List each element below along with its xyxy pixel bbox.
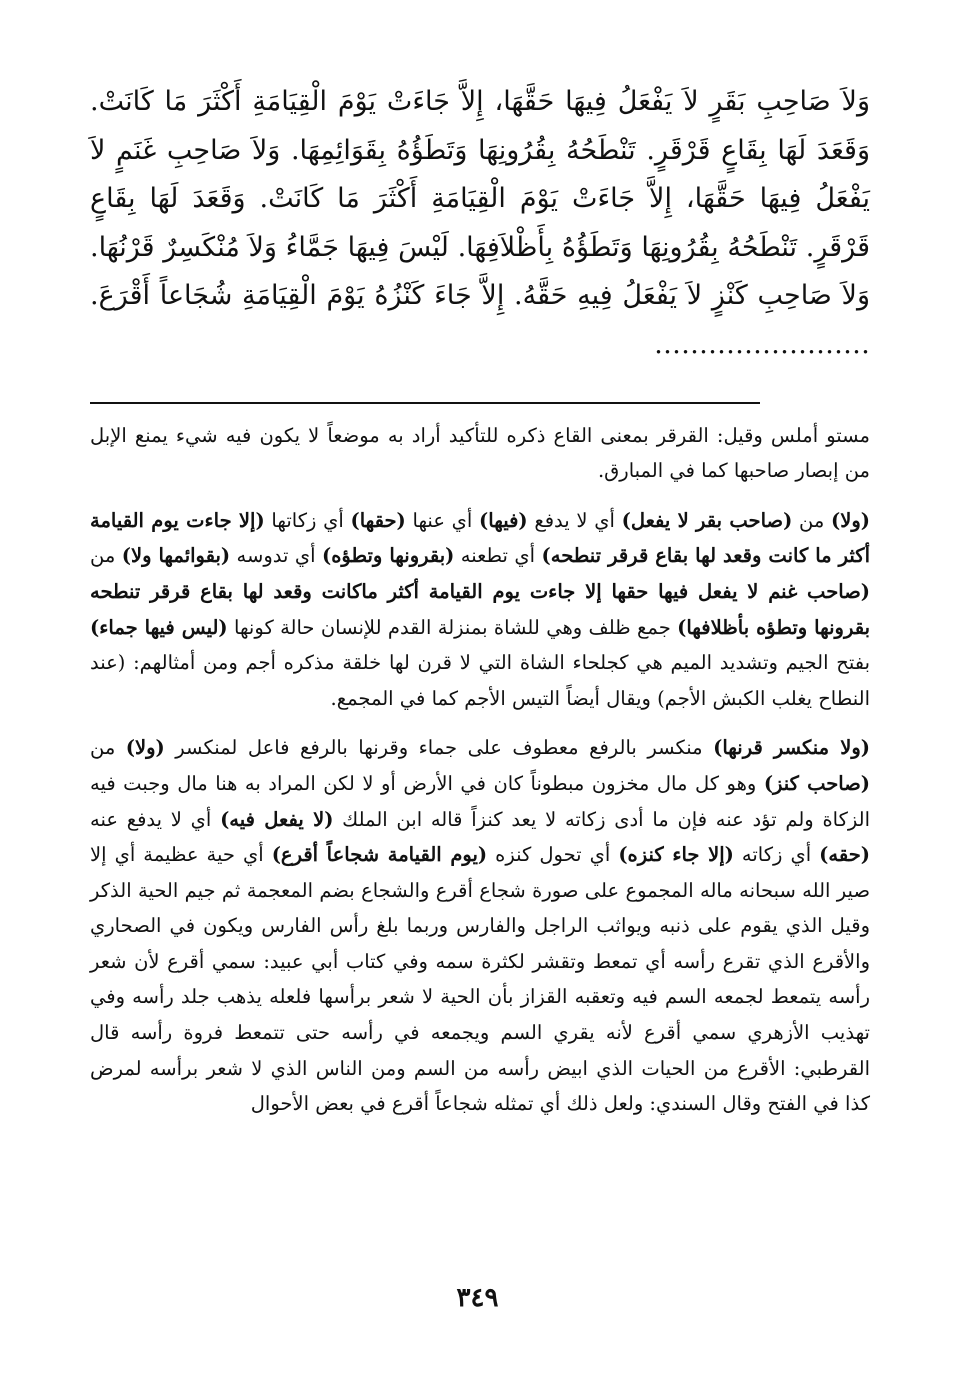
bold-quote: (صاحب غنم لا يفعل فيها حقها إلا جاءت يوم القيامة أكثر ماكانت وقعد لها بقاع قرقر تنطحه بقرونها وتطؤه بأظلافها) [90,579,870,639]
bold-quote: (يوم القيامة شجاعاً أقرع) [271,843,488,867]
commentary-paragraph-3: (ولا منكسر قرنها) منكسر بالرفع معطوف على جماء وقرنها بالرفع فاعل لمنكسر (ولا) من (صاحب كنز) وهو كل مال مخزون مبطوناً كان في الأرض أو لا لكن المراد به هنا مال وجبت فيه الزكاة ولم تؤد عنه فإن ما أدى زكاته لا يعد كنزاً قاله ابن الملك (لا يفعل فيه) أي لا يدفع عنه (حقه) أي زكاته (إلا جاء كنزه) أي تحول كنزه (يوم القيامة شجاعاً أقرع) أي حية عظيمة أي إلا صير الله سبحانه ماله المجموع على صورة شجاع أقرع والشجاع بضم المعجمة ثم جيم الحية الذكر وقيل الذي يقوم على ذنبه ويواثب الراجل والفارس وربما بلغ رأس الفارس ويكون في الصحاري والأقرع الذي تقرع رأسه أي تمعط وتقشر لكثرة سمه وفي كتاب أبي عبيد: سمي أقرع لأن شعر رأسه يتمعط لجمعه السم فيه وتعقبه القزاز بأن الحية لا شعر برأسها فلعله يذهب جلد رأسه وفي تهذيب الأزهري سمي أقرع لأنه يقري السم ويجمعه في رأسه حتى تتمعط فروة رأسه قال القرطبي: الأقرع من الحيات الذي ابيض رأسه من السم ومن الناس الذي لا شعر برأسه لمرض كذا في الفتح وقال السندي: ولعل ذلك أي تمثله شجاعاً أقرع في بعض الأحوال [90,736,871,1116]
bold-quote: (صاحب بقر لا يفعل) [621,508,793,532]
bold-quote: (حقه) [819,843,870,867]
bold-quote: (ولا) [831,508,870,532]
bold-quote: (إلا جاء كنزه) [618,843,734,867]
bold-quote: (إلا جاءت يوم القيامة أكثر ما كانت وقعد لها بقاع قرقر تنطحه) [90,508,870,568]
bold-quote: (بقرونها وتطؤه) [321,544,455,568]
bold-quote: (حقها) [350,508,406,532]
commentary [90,418,870,1122]
ellipsis: …………………… [654,328,870,360]
footnote-divider [90,402,760,404]
bold-quote: (بقوائمها ولا) [121,544,231,568]
page-number: ٣٤٩ [456,1283,499,1313]
bold-quote: (لا يفعل فيه) [220,807,334,831]
commentary-paragraph-2: (ولا) من (صاحب بقر لا يفعل) أي لا يدفع (فيها) أي عنها (حقها) أي زكاتها (إلا جاءت يوم القيامة أكثر ما كانت وقعد لها بقاع قرقر تنطحه) أي تطعنه (بقرونها وتطؤه) أي تدوسه (بقوائمها ولا) من (صاحب غنم لا يفعل فيها حقها إلا جاءت يوم القيامة أكثر ماكانت وقعد لها بقاع قرقر تنطحه بقرونها وتطؤه بأظلافها) جمع ظلف وهي للشاة بمنزلة القدم للإنسان حالة كونها (ليس فيها جماء) بفتح الجيم وتشديد الميم هي كجلحاء الشاة التي لا قرن لها خلقة مذكره أجم ومن أمثالهم: (عند النطاح يغلب الكبش الأجم) ويقال أيضاً التيس الأجم كما في المجمع. [90,508,870,710]
bold-quote: (ولا منكسر قرنها) [713,736,870,760]
bold-quote: (ليس فيها جماء) [90,615,228,639]
bold-quote: (ولا) [125,736,165,760]
commentary-paragraph-1: مستو أملس وقيل: القرقر بمعنى القاع ذكره للتأكيد أراد به موضعاً لا يكون فيه شيء يمنع الإبل من إبصار صاحبها كما في المبارق. [90,423,870,483]
bold-quote: (صاحب كنز) [763,771,870,795]
page-body [90,78,870,1136]
bold-quote: (فيها) [479,508,528,532]
hadith-text [90,78,870,370]
hadith-matn: وَلاَ صَاحِبِ بَقَرٍ لاَ يَفْعَلُ فِيهَا حَقَّهَا، إِلاَّ جَاءَتْ يَوْمَ الْقِيَامَةِ أَكْثَرَ مَا كَانَتْ. وَقَعَدَ لَهَا بِقَاعٍ قَرْقَرٍ. تَنْطَحُهُ بِقُرُونِهَا وَتَطَؤُهُ بِقَوَائِمِهَا. وَلاَ صَاحِبِ غَنَمٍ لاَ يَفْعَلُ فِيهَا حَقَّهَا، إِلاَّ جَاءَتْ يَوْمَ الْقِيَامَةِ أَكْثَرَ مَا كَانَتْ. وَقَعَدَ لَهَا بِقَاعٍ قَرْقَرٍ. تَنْطَحُهُ بِقُرُونِهَا وَتَطَؤُهُ بِأَظْلاَفِهَا. لَيْسَ فِيهَا جَمَّاءُ وَلاَ مُنْكَسِرٌ قَرْنُهَا. وَلاَ صَاحِبِ كَنْزٍ لاَ يَفْعَلُ فِيهِ حَقَّهُ. إِلاَّ جَاءَ كَنْزُهُ يَوْمَ الْقِيَامَةِ شُجَاعاً أَقْرَعَ. [90,86,870,312]
